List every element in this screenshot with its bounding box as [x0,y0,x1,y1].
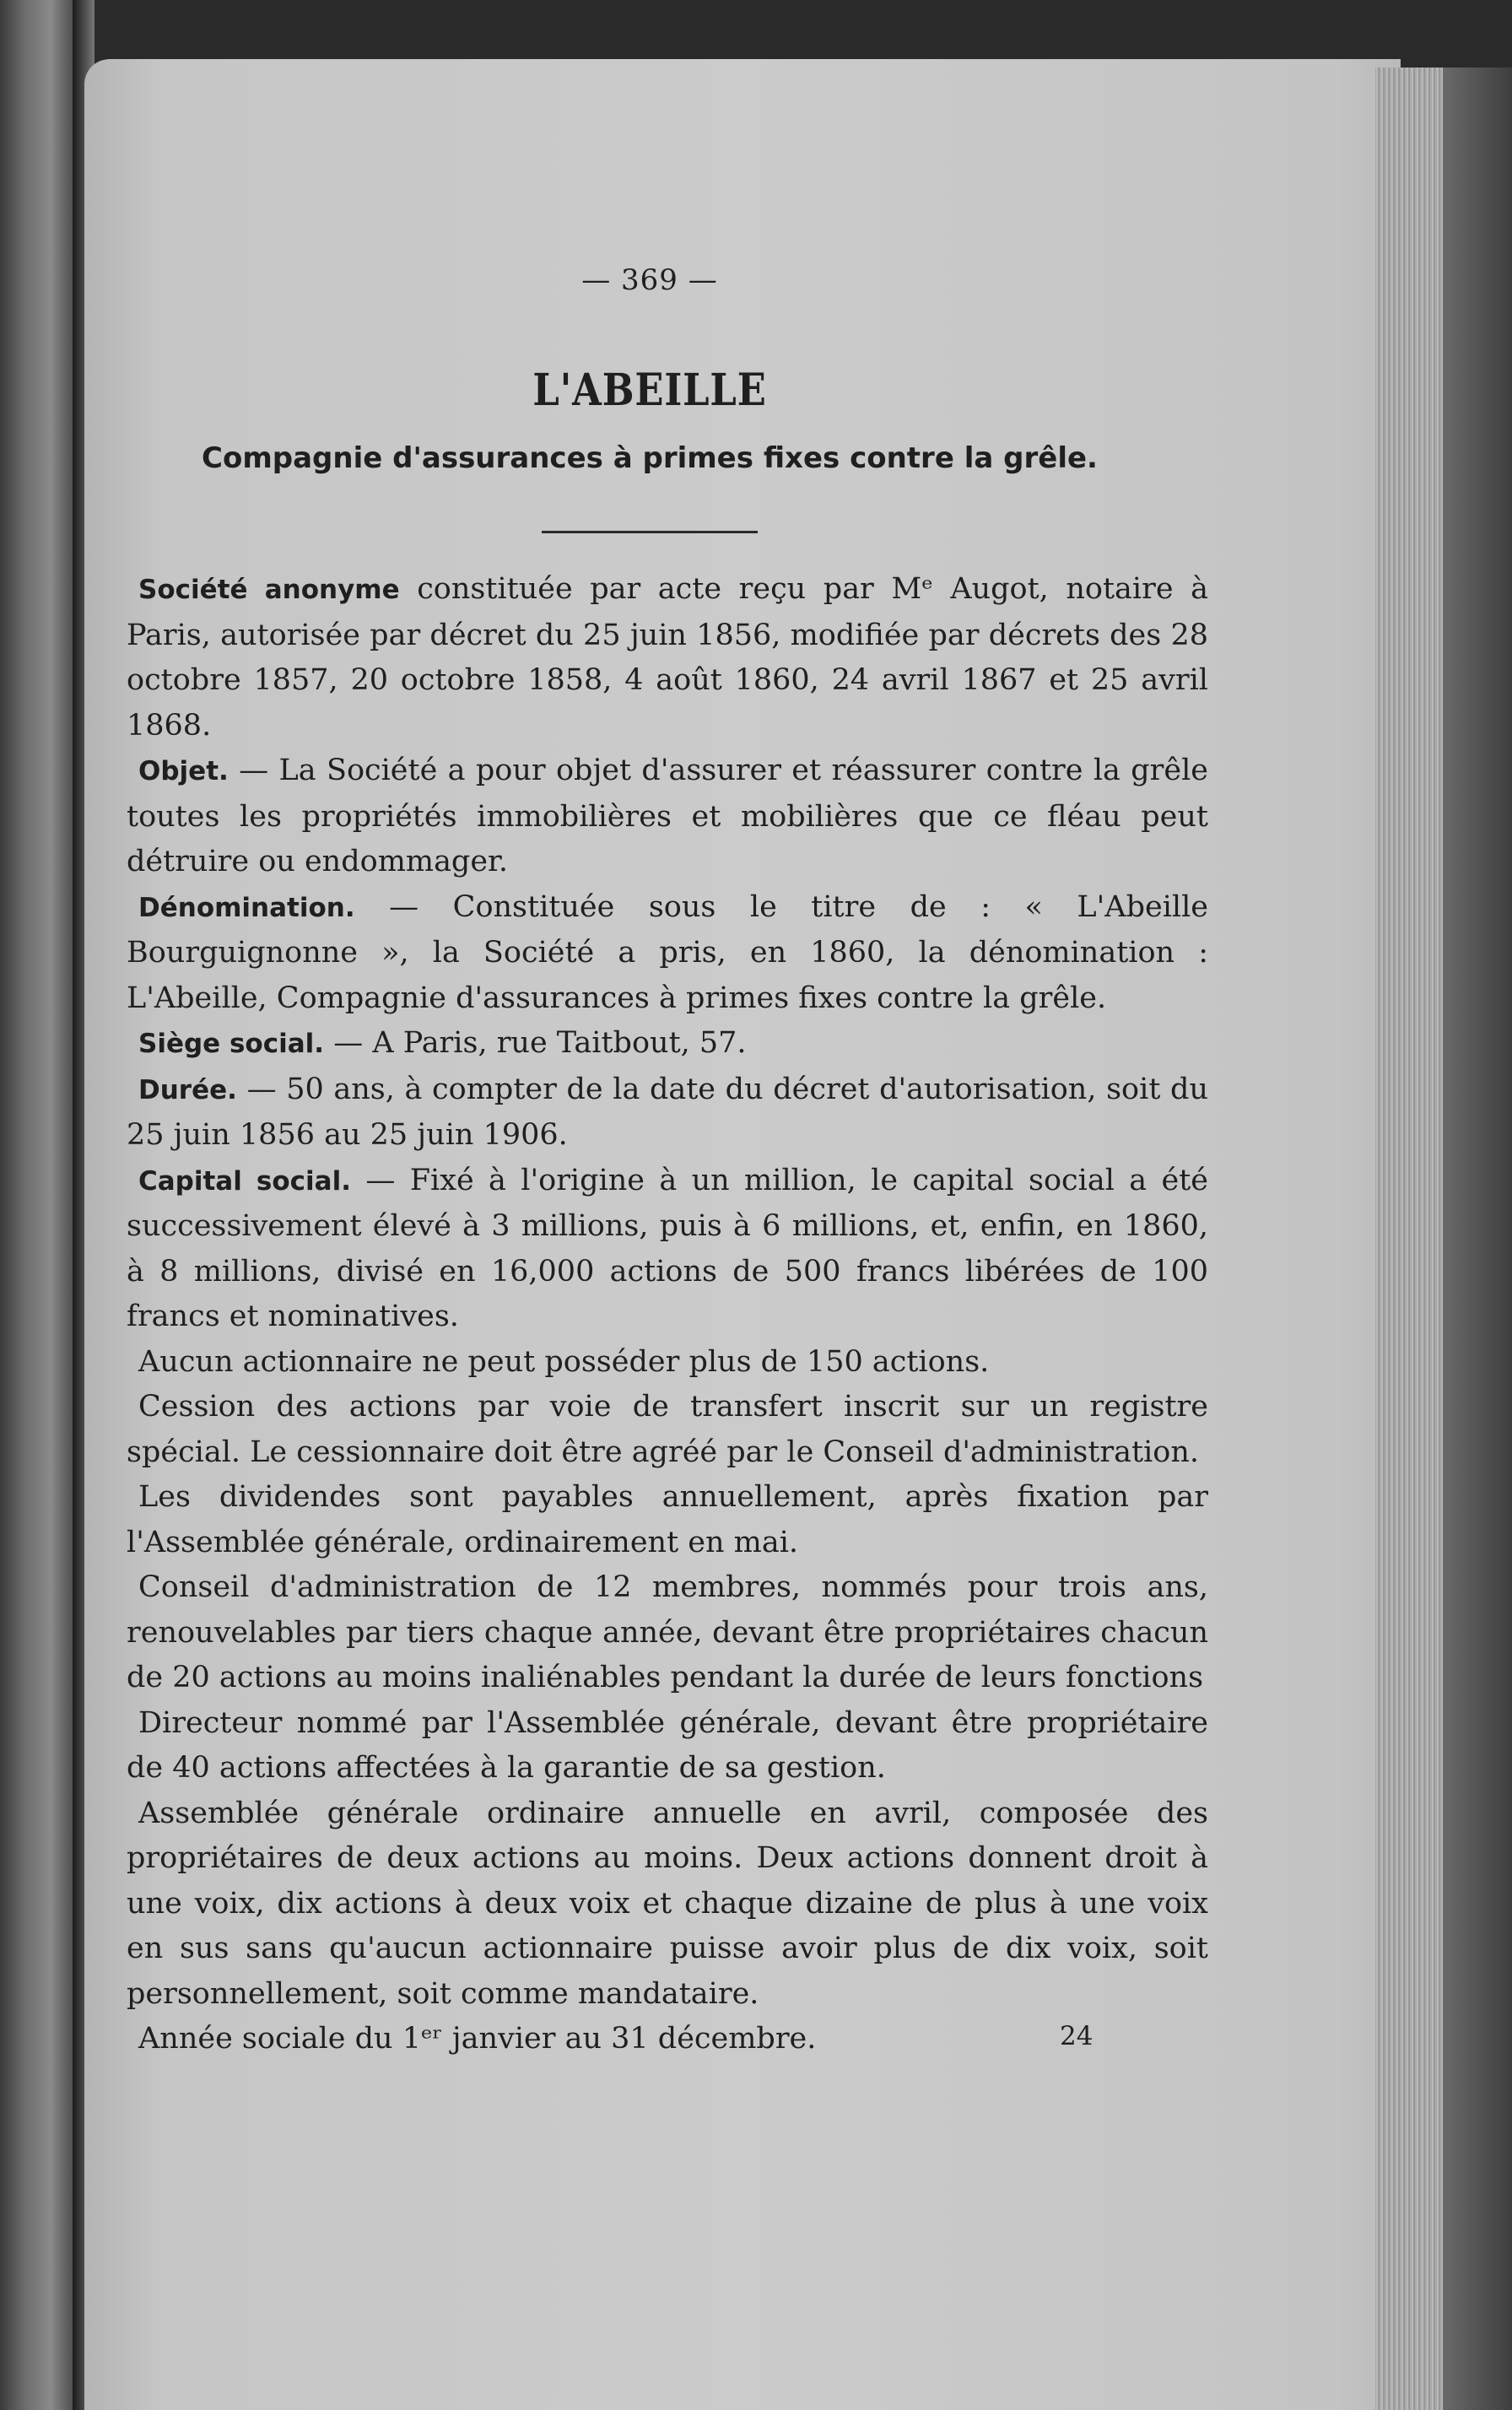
paragraph-text: Conseil d'administration de 12 membres, nommés pour trois ans, renouvelables par tiers chaque année, devant être propriétaires chacun de 20 actions au moins inaliénables pendant la durée de leurs fonctions [127,1570,1208,1694]
paragraph-lead: Durée. [138,1074,237,1105]
paragraph [127,1067,1208,1159]
paragraph [127,748,1208,885]
paragraph-text: Année sociale du 1ᵉʳ janvier au 31 décembre. [138,2022,817,2056]
signature-mark: 24 [1060,2021,1094,2051]
paragraph-text: Cession des actions par voie de transfert inscrit sur un registre spécial. Le cessionnaire doit être agréé par le Conseil d'administration. [127,1390,1208,1469]
paragraph-text: — Constituée sous le titre de : « L'Abeille Bourguignonne », la Société a pris, en 1860, la dénomination : L'Abeille, Compagnie d'assurances à primes fixes contre la grêle. [127,889,1208,1015]
paragraph [127,1791,1208,2018]
paragraph-lead: Objet. [138,756,229,786]
paragraph [127,1701,1208,1791]
page-subtitle: Compagnie d'assurances à primes fixes contre la grêle. [202,441,1098,475]
paragraph [127,1159,1208,1340]
paragraph-lead: Siège social. [138,1029,325,1059]
page-title: L'ABEILLE [532,365,767,416]
paragraph [127,1340,1208,1386]
body-text [127,567,1208,2062]
paragraph [127,567,1208,748]
paragraph-text: Directeur nommé par l'Assemblée générale, devant être propriétaire de 40 actions affectées à la garantie de sa gestion. [127,1705,1208,1785]
paragraph-lead: Société anonyme [138,575,400,605]
paragraph-lead: Capital social. [138,1165,351,1197]
paragraph [127,1565,1208,1701]
title-rule [542,531,758,533]
paragraph [127,1385,1208,1475]
paragraph-text: Aucun actionnaire ne peut posséder plus de 150 actions. [138,1344,990,1379]
paragraph [127,1475,1208,1565]
paragraph-text: Les dividendes sont payables annuellement, après fixation par l'Assemblée générale, ordinairement en mai. [127,1480,1208,1559]
paragraph-text: — La Société a pour objet d'assurer et réassurer contre la grêle toutes les propriétés immobilières et mobilières que ce fléau peut détruire ou endommager. [127,754,1208,878]
page-number: — 369 — [581,263,718,297]
paragraph-text: constituée par acte reçu par Mᵉ Augot, notaire à Paris, autorisée par décret du 25 juin 1856, modifiée par décrets des 28 octobre 1857, 20 octobre 1858, 4 août 1860, 24 avril 1867 et 25 avril 1868. [127,572,1208,743]
paragraph-lead: Dénomination. [138,892,355,923]
paragraph-text: — 50 ans, à compter de la date du décret d'autorisation, soit du 25 juin 1856 au 25 juin 1906. [127,1072,1208,1152]
paragraph [127,2017,1208,2062]
paragraph [127,1021,1208,1067]
paragraph-text: — A Paris, rue Taitbout, 57. [324,1026,747,1060]
paragraph-text: — Fixé à l'origine à un million, le capital social a été successivement élevé à 3 millions, puis à 6 millions, et, enfin, en 1860, à 8 millions, divisé en 16,000 actions de 500 francs libérées de 100 francs et nominatives. [127,1163,1209,1333]
paragraph [127,885,1208,1022]
paragraph-text: Assemblée générale ordinaire annuelle en avril, composée des propriétaires de deux actions au moins. Deux actions donnent droit à une voix, dix actions à deux voix et chaque dizaine de plus à une voix en sus sans qu'aucun actionnaire puisse avoir plus de dix voix, soit personnellement, soit comme mandataire. [127,1796,1208,2011]
